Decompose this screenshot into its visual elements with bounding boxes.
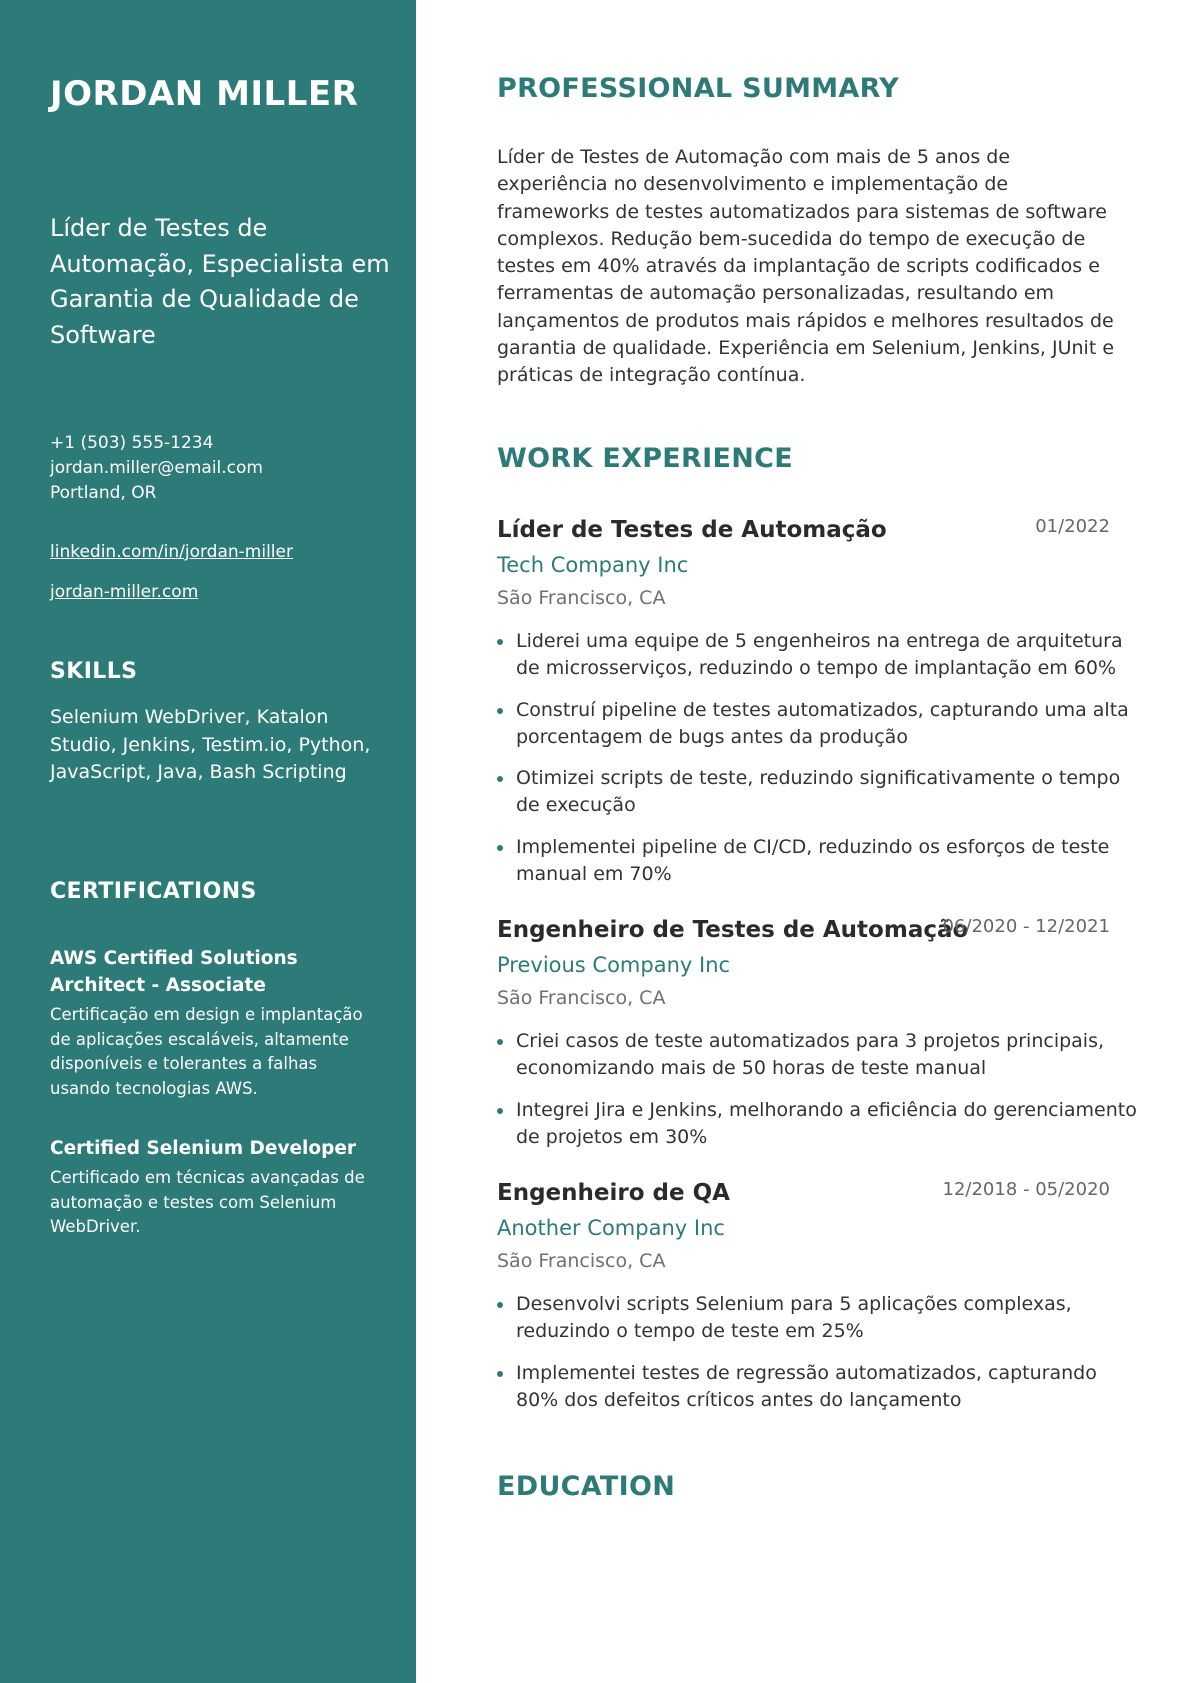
experience-heading: WORK EXPERIENCE [497, 443, 793, 474]
skills-list: Selenium WebDriver, Katalon Studio, Jenkins, Testim.io, Python, JavaScript, Java, Bash Scripting [50, 706, 371, 783]
bullet-icon [497, 776, 503, 782]
company-name: Another Company Inc [497, 1216, 725, 1240]
certification-title: Certified Selenium Developer [50, 1138, 357, 1159]
bullet-icon [497, 708, 503, 714]
bullet-icon [497, 639, 503, 645]
website-link[interactable]: jordan-miller.com [50, 582, 199, 602]
candidate-name: JORDAN MILLER [50, 74, 359, 114]
job-location: São Francisco, CA [497, 1250, 666, 1272]
job-bullets [497, 1028, 1137, 1165]
bullet-icon [497, 1302, 503, 1308]
bullet-icon [497, 1039, 503, 1045]
headline: Líder de Testes de Automação, Especialista em Garantia de Qualidade de Software [50, 214, 390, 349]
certification-description: Certificação em design e implantação de aplicações escaláveis, altamente disponíveis e tolerantes a falhas usando tecnologias AWS. [50, 1005, 363, 1098]
company-name: Tech Company Inc [497, 553, 689, 577]
list-item: Implementei pipeline de CI/CD, reduzindo os esforços de teste manual em 70% [497, 834, 1137, 889]
education-heading: EDUCATION [497, 1471, 676, 1502]
job-bullets [497, 1291, 1137, 1428]
bullet-icon [497, 845, 503, 851]
contact-info [50, 431, 263, 506]
job-date: 06/2020 - 12/2021 [942, 916, 1110, 937]
summary-heading: PROFESSIONAL SUMMARY [497, 73, 900, 104]
job-date: 12/2018 - 05/2020 [942, 1179, 1110, 1200]
job-title: Engenheiro de QA [497, 1180, 730, 1206]
sidebar [0, 0, 416, 1683]
bullet-icon [497, 1108, 503, 1114]
phone: +1 (503) 555-1234 [50, 433, 214, 453]
bullet-icon [497, 1371, 503, 1377]
summary-text: Líder de Testes de Automação com mais de 5 anos de experiência no desenvolvimento e implementação de frameworks de testes automatizados para sistemas de software complexos. Redução bem-sucedida do tempo de execução de testes em 40% através da implantação de scripts codificados e ferramentas de automação personalizadas, resultando em lançamentos de produtos mais rápidos e melhores resultados de garantia de qualidade. Experiência em Selenium, Jenkins, JUnit e práticas de integração contínua. [497, 146, 1115, 387]
job-location: São Francisco, CA [497, 987, 666, 1009]
job-title: Engenheiro de Testes de Automação [497, 917, 969, 943]
list-item: Integrei Jira e Jenkins, melhorando a eficiência do gerenciamento de projetos em 30% [497, 1097, 1137, 1152]
list-item: Implementei testes de regressão automatizados, capturando 80% dos defeitos críticos antes do lançamento [497, 1360, 1137, 1415]
main-content [416, 0, 1190, 1683]
certification-title: AWS Certified Solutions Architect - Associate [50, 948, 298, 996]
list-item: Otimizei scripts de teste, reduzindo significativamente o tempo de execução [497, 765, 1137, 820]
job-title: Líder de Testes de Automação [497, 517, 887, 543]
list-item: Desenvolvi scripts Selenium para 5 aplicações complexas, reduzindo o tempo de teste em 25% [497, 1291, 1137, 1346]
list-item: Construí pipeline de testes automatizados, capturando uma alta porcentagem de bugs antes da produção [497, 697, 1137, 752]
location: Portland, OR [50, 483, 157, 503]
email: jordan.miller@email.com [50, 458, 263, 478]
list-item: Liderei uma equipe de 5 engenheiros na entrega de arquitetura de microsserviços, reduzindo o tempo de implantação em 60% [497, 628, 1137, 683]
job-date: 01/2022 [1035, 516, 1110, 537]
linkedin-link[interactable]: linkedin.com/in/jordan-miller [50, 542, 293, 562]
job-location: São Francisco, CA [497, 587, 666, 609]
certification-description: Certificado em técnicas avançadas de automação e testes com Selenium WebDriver. [50, 1168, 365, 1236]
job-bullets [497, 628, 1137, 902]
list-item: Criei casos de teste automatizados para 3 projetos principais, economizando mais de 50 horas de teste manual [497, 1028, 1137, 1083]
company-name: Previous Company Inc [497, 953, 731, 977]
skills-heading: SKILLS [50, 659, 138, 684]
certifications-heading: CERTIFICATIONS [50, 879, 257, 904]
